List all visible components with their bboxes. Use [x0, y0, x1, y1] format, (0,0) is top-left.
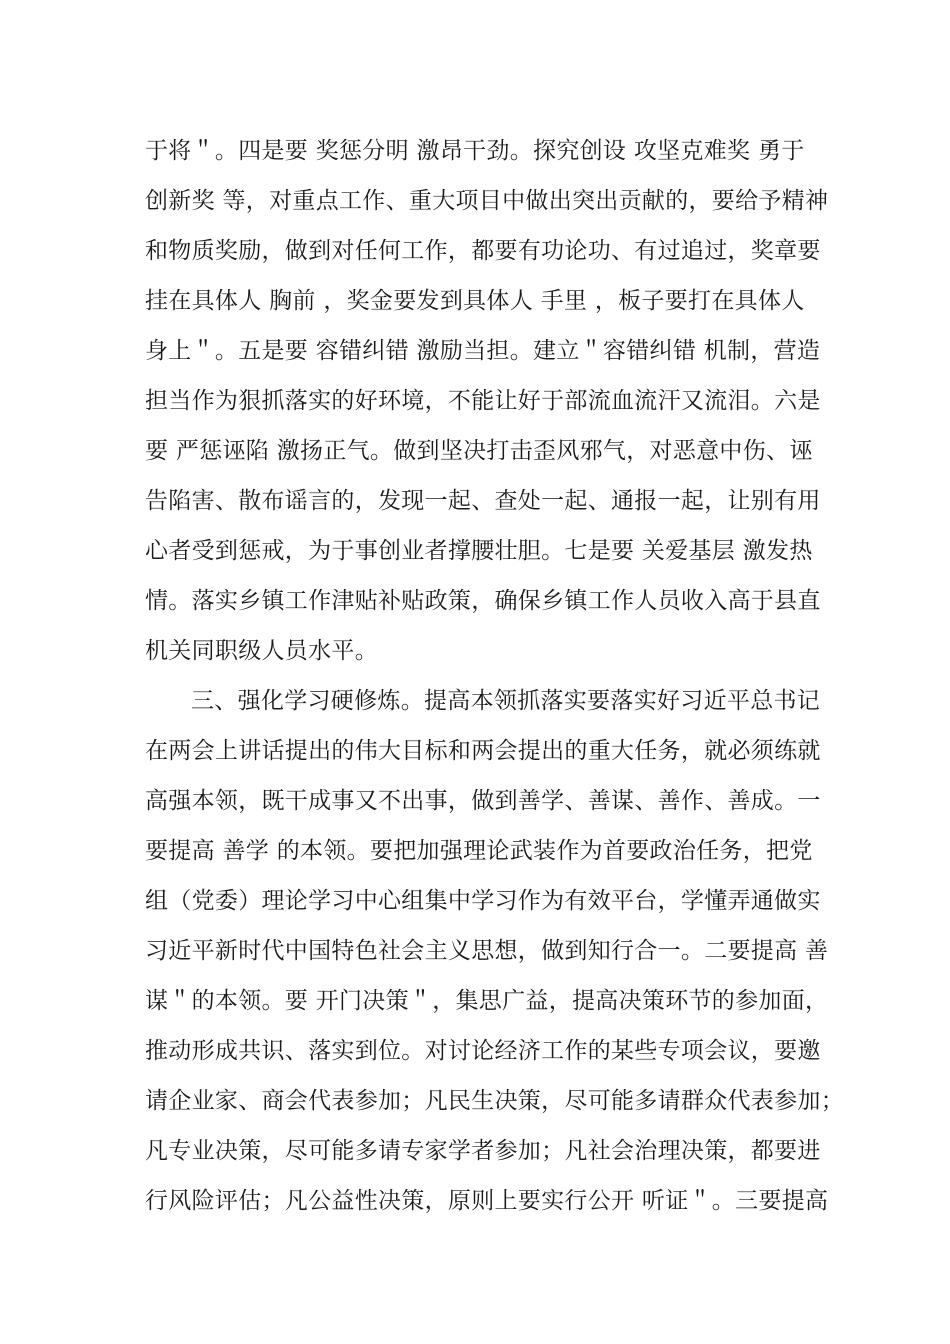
- text-line: 组（党委）理论学习中心组集中学习作为有效平台，学懂弄通做实: [145, 888, 821, 914]
- text-line: 谋＂的本领。要 开门决策＂，集思广益，提高决策环节的参加面，: [145, 988, 829, 1014]
- text-line: 凡专业决策，尽可能多请专家学者参加；凡社会治理决策，都要进: [145, 1138, 821, 1164]
- text-line: 习近平新时代中国特色社会主义思想，做到知行合一。二要提高 善: [145, 938, 829, 964]
- text-line: 行风险评估；凡公益性决策，原则上要实行公开 听证＂。三要提高: [145, 1188, 829, 1214]
- text-line: 心者受到惩戒，为于事创业者撑腰壮胆。七是要 关爱基层 激发热: [145, 538, 813, 564]
- text-line: 机关同职级人员水平。: [145, 638, 378, 664]
- text-line: 高强本领，既干成事又不出事，做到善学、善谋、善作、善成。一: [145, 788, 821, 814]
- text-line: 要 严惩诬陷 激扬正气。做到坚决打击歪风邪气，对恶意中伤、诬: [145, 438, 813, 464]
- text-line: 请企业家、商会代表参加；凡民生决策，尽可能多请群众代表参加；: [145, 1088, 844, 1114]
- text-line: 要提高 善学 的本领。要把加强理论武装作为首要政治任务，把党: [145, 838, 813, 864]
- section-heading-line: 三、强化学习硬修炼。提高本领抓落实要落实好习近平总书记: [191, 688, 821, 714]
- text-line: 于将＂。四是要 奖惩分明 激昂干劲。探究创设 攻坚克难奖 勇于: [145, 138, 805, 164]
- text-line: 担当作为狠抓落实的好环境，不能让好于部流血流汗又流泪。六是: [145, 388, 821, 414]
- text-line: 创新奖 等，对重点工作、重大项目中做出突出贡献的，要给予精神: [145, 188, 829, 214]
- text-line: 和物质奖励，做到对任何工作，都要有功论功、有过追过，奖章要: [145, 238, 821, 264]
- text-line: 推动形成共识、落实到位。对讨论经济工作的某些专项会议，要邀: [145, 1038, 821, 1064]
- text-line: 身上＂。五是要 容错纠错 激励当担。建立＂容错纠错 机制，营造: [145, 338, 821, 364]
- text-line: 挂在具体人 胸前 ，奖金要发到具体人 手里 ，板子要打在具体人: [145, 288, 805, 314]
- text-line: 告陷害、散布谣言的，发现一起、查处一起、通报一起，让别有用: [145, 488, 821, 514]
- text-line: 在两会上讲话提出的伟大目标和两会提出的重大任务，就必须练就: [145, 738, 821, 764]
- text-line: 情。落实乡镇工作津贴补贴政策，确保乡镇工作人员收入高于县直: [145, 588, 821, 614]
